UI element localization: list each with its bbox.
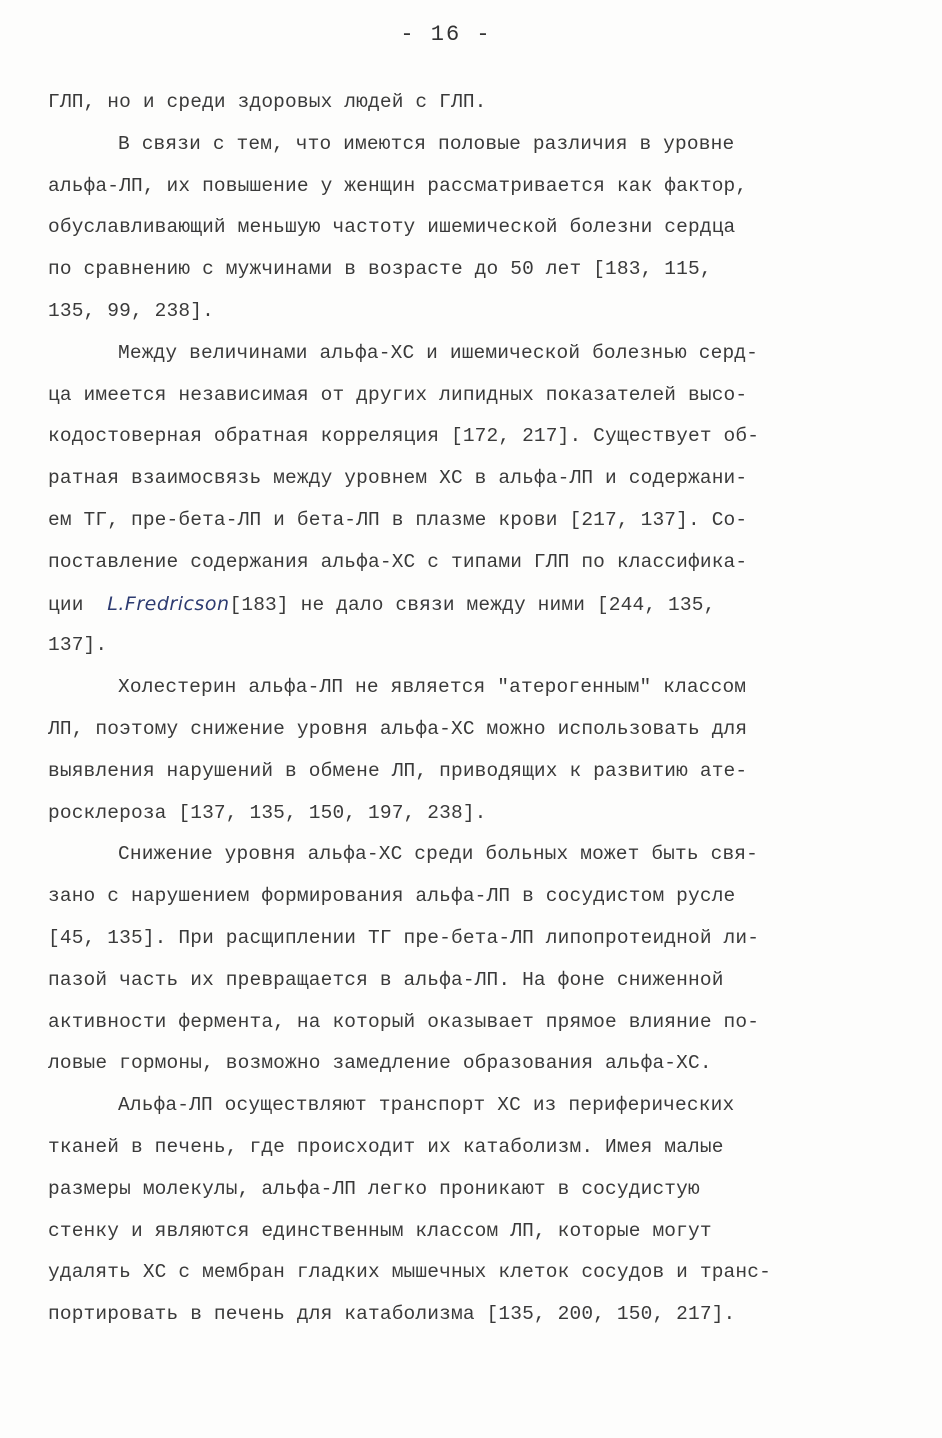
text-line: В связи с тем, что имеются половые различия в уровне <box>118 132 735 155</box>
text-line: Снижение уровня альфа-ХС среди больных может быть свя- <box>118 843 759 866</box>
text-line: 135, 99, 238]. <box>48 299 214 322</box>
page-number: - 16 - <box>400 22 492 47</box>
text-line: обуславливающий меньшую частоту ишемической болезни сердца <box>48 216 736 239</box>
text-line: Холестерин альфа-ЛП не является "атерогенным" классом <box>118 676 747 699</box>
text-line: выявления нарушений в обмене ЛП, приводящих к развитию ате- <box>48 759 748 782</box>
text-line: ца имеется независимая от других липидных показателей высо- <box>48 383 748 406</box>
text-line: удалять ХС с мембран гладких мышечных клеток сосудов и транс- <box>48 1261 771 1284</box>
text-line: тканей в печень, где происходит их катаболизм. Имея малые <box>48 1135 724 1158</box>
text-line: по сравнению с мужчинами в возрасте до 50 лет [183, 115, <box>48 258 712 281</box>
text-line: портировать в печень для катаболизма [135, 200, 150, 217]. <box>48 1303 736 1326</box>
text-line: Между величинами альфа-ХС и ишемической болезнью серд- <box>118 341 759 364</box>
text-line: альфа-ЛП, их повышение у женщин рассматривается как фактор, <box>48 174 748 197</box>
text-line: ЛП, поэтому снижение уровня альфа-ХС можно использовать для <box>48 717 748 740</box>
text-line: [45, 135]. При расщиплении ТГ пре-бета-ЛП липопротеидной ли- <box>48 926 760 949</box>
text-line: ловые гормоны, возможно замедление образования альфа-ХС. <box>48 1052 712 1075</box>
text-line: ратная взаимосвязь между уровнем ХС в альфа-ЛП и содержани- <box>48 467 748 490</box>
text-segment: ции <box>48 593 96 616</box>
text-line: Альфа-ЛП осуществляют транспорт ХС из периферических <box>118 1094 735 1117</box>
text-line: активности фермента, на который оказывает прямое влияние по- <box>48 1010 760 1033</box>
body-text <box>48 82 898 1336</box>
handwritten-name: L.Fredricson <box>107 592 230 615</box>
text-line: 137]. <box>48 634 108 657</box>
text-line: кодостоверная обратная корреляция [172, 217]. Существует об- <box>48 425 760 448</box>
text-segment: [183] не дало связи между ними [244, 135, <box>229 593 716 616</box>
text-line: пазой часть их превращается в альфа-ЛП. На фоне сниженной <box>48 968 724 991</box>
text-line: размеры молекулы, альфа-ЛП легко проникают в сосудистую <box>48 1177 700 1200</box>
text-line: ем ТГ, пре-бета-ЛП и бета-ЛП в плазме крови [217, 137]. Со- <box>48 508 748 531</box>
text-line <box>48 584 898 626</box>
text-line: стенку и являются единственным классом ЛП, которые могут <box>48 1219 712 1242</box>
text-line: росклероза [137, 135, 150, 197, 238]. <box>48 801 487 824</box>
text-line: ГЛП, но и среди здоровых людей с ГЛП. <box>48 91 487 113</box>
text-line: зано с нарушением формирования альфа-ЛП в сосудистом русле <box>48 885 736 908</box>
text-line: поставление содержания альфа-ХС с типами ГЛП по классифика- <box>48 550 748 573</box>
